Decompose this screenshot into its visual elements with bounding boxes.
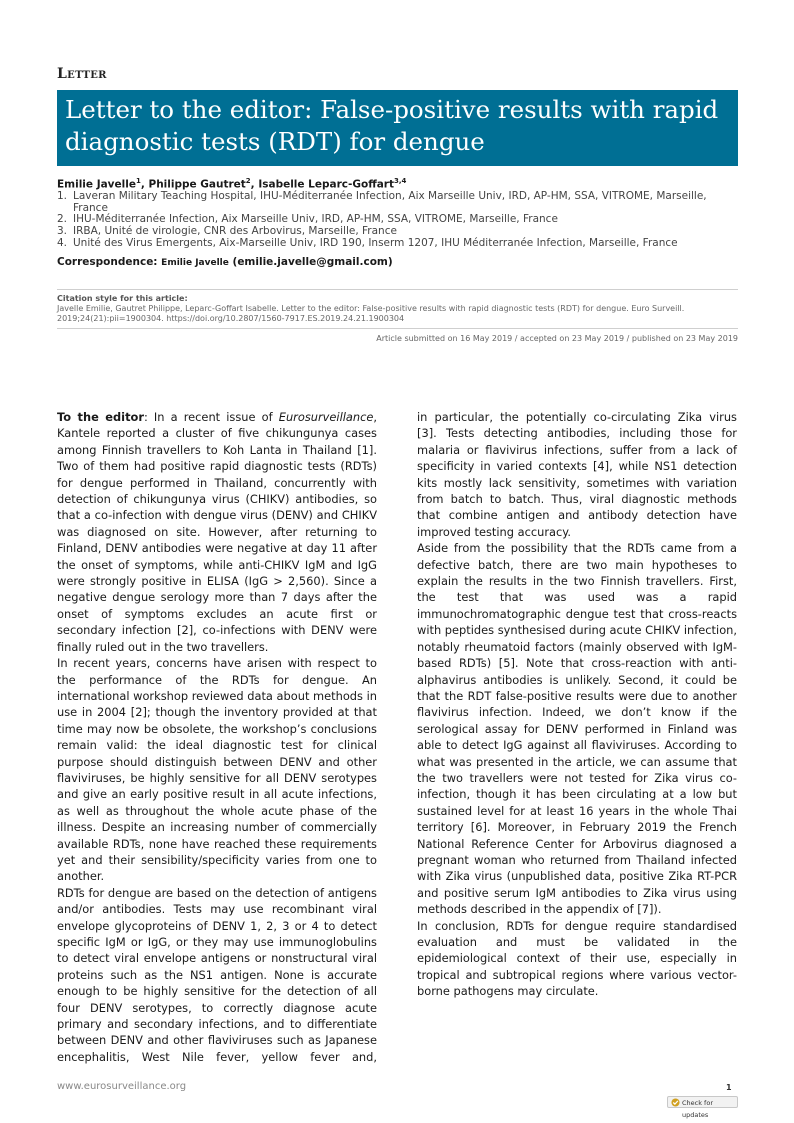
footer-url[interactable]: www.eurosurveillance.org: [57, 1081, 187, 1092]
correspondence-email[interactable]: (emilie.javelle@gmail.com): [232, 256, 393, 268]
body-paragraph: in particular, the potentially co-circulating Zika virus [3]. Tests detecting antibodies, including those for malaria or flavivirus infections, suffer from a lack of specificity in varied contexts [4], while NS1 detection kits mostly lack sensitivity, sometimes with variation from batch to batch. Thus, viral diagnostic methods that combine antigen and antibody detection have improved testing accuracy.: [417, 410, 737, 539]
citation-text: [57, 304, 738, 324]
body-paragraph: Aside from the possibility that the RDTs came from a defective batch, there are two main hypotheses to explain the results in the two Finnish travellers. First, the test that was used was a rapid immunochromatographic dengue test that cross-reacts with peptides synthesised during acute CHIKV infection, notably rheumatoid factors (mainly observed with IgM-based RDTs) [5]. Note that cross-reaction with anti-alphavirus antibodies is unlikely. Second, it could be that the RDT false-positive results were due to another flavivirus infection. Indeed, we don’t know if the serological assay for DENV performed in Finland was able to detect IgG against all flaviviruses. According to what was presented in the article, we can assume that the two travellers were not tested for Zika virus co-infection, though it has been circulating at a low but sustained level for at least 16 years in the whole Thai territory [6]. Moreover, in February 2019 the French National Reference Center for Arbovirus diagnosed a pregnant woman who returned from Thailand infected with Zika virus (unpublished data, positive Zika RT-PCR and positive serum IgM antibodies to Zika virus using methods described in the appendix of [7]).: [417, 541, 737, 917]
affiliation-item: [57, 237, 738, 249]
affiliation-item: [57, 213, 738, 225]
correspondence-label: Correspondence:: [57, 256, 158, 268]
body-paragraph: [57, 409, 377, 655]
affiliation-number: 3.: [57, 225, 68, 237]
author-name: Philippe Gautret: [148, 178, 246, 191]
affiliation-text-cont: France: [73, 202, 108, 214]
divider: [57, 289, 738, 290]
author-list: Emilie Javelle$^1$, Philippe Gautret$^2$, Isabelle Leparc-Goffart$^{3,4}$: [57, 177, 407, 191]
article-title: Letter to the editor: False-positive results with rapid diagnostic tests (RDT) for dengue: [65, 95, 719, 156]
citation-line: Javelle Emilie, Gautret Philippe, Leparc-Goffart Isabelle. Letter to the editor: False-positive results with rapid diagnostic tests (RDT) for dengue. Euro Surveill.: [57, 304, 685, 313]
body-column-right: [417, 409, 737, 1000]
body-paragraph: RDTs for dengue are based on the detection of antigens and/or antibodies. Tests may use recombinant viral envelope glycoproteins of DENV 1, 2, 3 or 4 to detect specific IgM or IgG, or they may use immunoglobulins to detect viral envelope antigens or nonstructural viral proteins such as the NS1 antigen. None is accurate enough to be highly sensitive for the detection of all four DENV serotypes, to correctly diagnose acute primary and secondary infections, and to differentiate between DENV and other flaviviruses such as Japanese encephalitis, West Nile fever, yellow fever and,: [57, 885, 377, 1064]
citation-line: 2019;24(21):pii=1900304. https://doi.org/10.2807/1560-7917.ES.2019.24.21.1900304: [57, 314, 405, 323]
body-text: , Kantele reported a cluster of five chikungunya cases among Finnish travellers to Koh Lanta in Thailand [1]. Two of them had positive rapid diagnostic tests (RDTs) for dengue performed in Thailand, concurrently with detection of chikungunya virus (CHIKV) antibodies, so that a co-infection with dengue virus (DENV) and CHIKV was diagnosed on site. However, after returning to Finland, DENV antibodies were negative at day 11 after the onset of symptoms, while anti-CHIKV IgM and IgG were strongly positive in ELISA (IgG > 2,560). Since a negative dengue serology more than 7 days after the onset of symptoms excludes an acute first or secondary infection [2], co-infections with DENV were finally ruled out in the two travellers.: [57, 410, 377, 654]
article-dates: Article submitted on 16 May 2019 / accepted on 23 May 2019 / published on 23 May 2019: [376, 334, 738, 343]
affiliation-text: Laveran Military Teaching Hospital, IHU-Méditerranée Infection, Aix Marseille Univ, IRD, AP-HM, SSA, VITROME, Marseille,: [73, 190, 707, 202]
check-updates-icon: [671, 1098, 680, 1107]
author-affil-ref: 2: [245, 177, 251, 185]
correspondence-name: Emilie Javelle: [161, 258, 229, 268]
author-affil-ref: 3,4: [393, 177, 407, 185]
affiliation-number: 1.: [57, 190, 68, 202]
body-text: : In a recent issue of: [143, 410, 279, 424]
lead-in: To the editor: [57, 410, 144, 424]
title-banner: [57, 90, 738, 166]
body-paragraph: In conclusion, RDTs for dengue require standardised evaluation and must be validated in the epidemiological context of their use, especially in tropical and subtropical regions where various vector-borne pathogens may circulate.: [417, 918, 737, 999]
journal-name: Eurosurveillance: [278, 410, 374, 424]
affiliation-text: IRBA, Unité de virologie, CNR des Arbovirus, Marseille, France: [73, 225, 397, 237]
page-number: 1: [726, 1083, 732, 1092]
citation-label: Citation style for this article:: [57, 294, 188, 303]
divider: [57, 328, 738, 329]
affiliation-item: [57, 225, 738, 237]
affiliation-text: IHU-Méditerranée Infection, Aix Marseille Univ, IRD, AP-HM, SSA, VITROME, Marseille, France: [73, 213, 558, 225]
body-column-left: [57, 409, 377, 1065]
body-paragraph: In recent years, concerns have arisen with respect to the performance of the RDTs for dengue. An international workshop reviewed data about methods in use in 2004 [2]; though the inventory provided at that time may now be obsolete, the workshop’s conclusions remain valid: the ideal diagnostic test for clinical purpose should distinguish between DENV and other flaviviruses, be highly sensitive for all DENV serotypes and give an early positive result in all acute infections, as well as throughout the whole acute phase of the illness. Despite an increasing number of commercially available RDTs, none have reached these requirements yet and their sensibility/specificity varies from one to another.: [57, 656, 377, 884]
affiliation-item: [57, 190, 738, 214]
author-affil-ref: 1: [135, 177, 141, 185]
affiliation-number: 4.: [57, 237, 68, 249]
section-label: Letter: [57, 66, 107, 82]
author-name: Emilie Javelle: [57, 178, 136, 191]
author-name: Isabelle Leparc-Goffart: [258, 178, 394, 191]
check-updates-label: Check for updates: [682, 1099, 713, 1119]
affiliation-text: Unité des Virus Emergents, Aix-Marseille Univ, IRD 190, Inserm 1207, IHU Méditerranée Infection, Marseille, France: [73, 237, 678, 249]
affiliation-number: 2.: [57, 213, 68, 225]
correspondence: [57, 256, 393, 268]
check-for-updates-button[interactable]: [667, 1096, 738, 1119]
